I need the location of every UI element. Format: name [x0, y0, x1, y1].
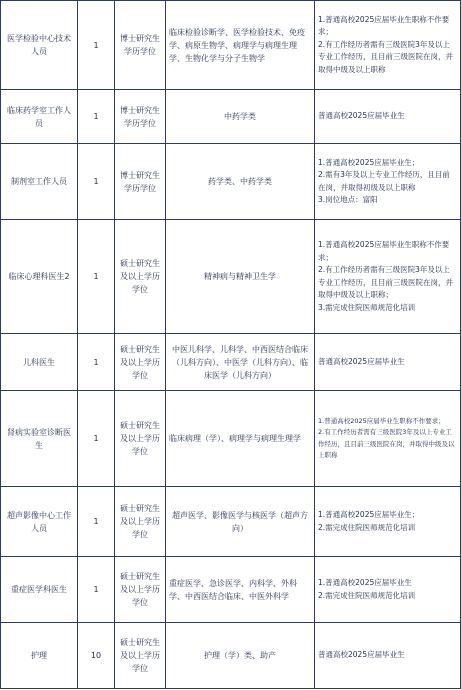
education-cell: 博士研究生学历学位 [115, 144, 166, 220]
table-row [1, 220, 461, 334]
major-cell: 重症医学、急诊医学、内科学、外科学、中西医结合临床、中医外科学 [166, 557, 315, 623]
requirement-line: 2.需完成住院医师规范化培训 [318, 590, 416, 600]
table-row [1, 487, 461, 557]
major-cell: 精神病与精神卫生学 [166, 220, 315, 334]
major-cell: 护理（学）类、助产 [166, 623, 315, 689]
position-cell: 临床心理科医生2 [1, 220, 78, 334]
count-cell: 1 [78, 220, 115, 334]
position-cell: 重症医学科医生 [1, 557, 78, 623]
major-cell: 临床检验诊断学、医学检验技术、免疫学、病原生物学、病理学与病理生理学、生物化学与分子生物学 [166, 1, 315, 90]
requirement-line: 普通高校2025应届毕业生 [318, 111, 405, 121]
requirements-cell [315, 1, 461, 90]
requirements-cell [315, 391, 461, 487]
table-row [1, 1, 461, 90]
table-row [1, 623, 461, 689]
requirements-cell [315, 557, 461, 623]
position-cell: 肾病实验室诊断医生 [1, 391, 78, 487]
major-cell: 临床病理（学）、病理学与病理生理学 [166, 391, 315, 487]
requirement-line: 1.普通高校2025应届毕业生职称不作要求； [318, 14, 450, 37]
education-cell: 硕士研究生及以上学历学位 [115, 623, 166, 689]
education-cell: 博士研究生学历学位 [115, 90, 166, 144]
count-cell: 1 [78, 487, 115, 557]
requirement-line: 2.有工作经历者需有三级医院3年及以上专业工作经历，且目前三级医院在岗，并取得中级及以上职称； [318, 265, 453, 299]
requirements-cell [315, 487, 461, 557]
table-row [1, 90, 461, 144]
count-cell: 1 [78, 391, 115, 487]
position-cell: 护理 [1, 623, 78, 689]
count-cell: 1 [78, 1, 115, 90]
count-cell: 1 [78, 144, 115, 220]
requirement-line: 2.有工作经历者需有三级医院3年及以上专业工作经历，且目前三级医院在岗，并取得中级及以上职称 [318, 39, 453, 74]
requirement-line: 1.普通高校2025应届毕业生 [318, 578, 412, 587]
education-cell: 硕士研究生及以上学历学位 [115, 487, 166, 557]
requirement-line: 普通高校2025应届毕业生 [318, 650, 405, 660]
position-cell: 制剂室工作人员 [1, 144, 78, 220]
count-cell: 1 [78, 90, 115, 144]
requirement-line: 1.普通高校2025应届毕业生职称不作要求； [318, 240, 450, 262]
requirements-cell [315, 90, 461, 144]
position-cell: 临床药学室工作人员 [1, 90, 78, 144]
major-cell: 超声医学、影像医学与核医学（超声方向） [166, 487, 315, 557]
requirement-line: 3.需完成住院医师规范化培训 [318, 302, 416, 312]
major-cell: 中药学类 [166, 90, 315, 144]
requirements-cell [315, 144, 461, 220]
position-cell: 医学检验中心技术人员 [1, 1, 78, 90]
table-row [1, 557, 461, 623]
requirement-line: 1.普通高校2025应届毕业生； [318, 157, 420, 167]
education-cell: 硕士研究生及以上学历学位 [115, 391, 166, 487]
requirements-cell [315, 334, 461, 391]
position-cell: 儿科医生 [1, 334, 78, 391]
requirement-line: 3.岗位地点：富阳 [318, 195, 378, 204]
table-row [1, 334, 461, 391]
requirement-line: 普通高校2025应届毕业生 [318, 356, 405, 366]
major-cell: 中医儿科学、儿科学、中西医结合临床（儿科方向）、中医学（儿科方向）、临床医学（儿科方向） [166, 334, 315, 391]
requirement-line: 2.需有3年及以上专业工作经历，且目前在岗，并取得初级及以上职称 [318, 170, 450, 192]
requirements-cell [315, 623, 461, 689]
position-cell: 超声影像中心工作人员 [1, 487, 78, 557]
requirement-line: 1.普通高校2025应届毕业生职称不作要求； [318, 416, 445, 425]
education-cell: 硕士研究生及以上学历学位 [115, 220, 166, 334]
count-cell: 10 [78, 623, 115, 689]
count-cell: 1 [78, 557, 115, 623]
count-cell: 1 [78, 334, 115, 391]
education-cell: 硕士研究生及以上学历学位 [115, 557, 166, 623]
education-cell: 硕士研究生及以上学历学位 [115, 334, 166, 391]
education-cell: 博士研究生学历学位 [115, 1, 166, 90]
requirement-line: 2.有工作经历者需有三级医院3年及以上专业工作经历，且目前三级医院在岗，并取得中级及以上职称 [318, 428, 455, 459]
requirement-line: 1.普通高校2025应届毕业生； [318, 510, 420, 519]
requirements-cell [315, 220, 461, 334]
table-row [1, 144, 461, 220]
major-cell: 药学类、中药学类 [166, 144, 315, 220]
table-row [1, 391, 461, 487]
requirement-line: 2.需完成住院医师规范化培训 [318, 522, 416, 532]
